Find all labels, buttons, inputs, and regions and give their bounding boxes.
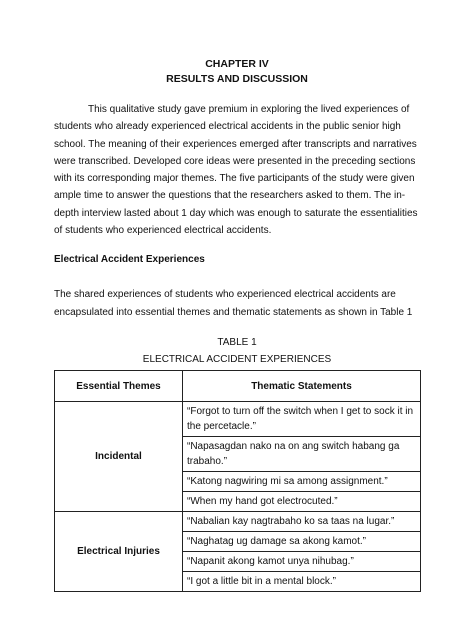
theme-cell: Incidental: [55, 402, 183, 512]
statement-cell: “Naghatag ug damage sa akong kamot.”: [183, 532, 421, 552]
statement-cell: “I got a little bit in a mental block.”: [183, 572, 421, 592]
intro-paragraph: [54, 101, 420, 239]
shared-paragraph: The shared experiences of students who experienced electrical accidents are encapsulated into essential themes and thematic statements as shown in Table 1: [54, 289, 413, 318]
statement-cell: “Napanit akong kamot unya nihubag.”: [183, 552, 421, 572]
chapter-heading: CHAPTER IV: [205, 58, 269, 70]
statement-cell: “Nabalian kay nagtrabaho ko sa taas na lugar.”: [183, 512, 421, 532]
statement-cell: “Forgot to turn off the switch when I get to sock it in the percetacle.”: [183, 402, 421, 437]
statement-cell: “Napasagdan nako na on ang switch habang ga trabaho.”: [183, 437, 421, 472]
table-row: [55, 512, 421, 532]
themes-table: [54, 370, 421, 592]
table-label: TABLE 1: [217, 337, 257, 348]
table-title: ELECTRICAL ACCIDENT EXPERIENCES: [142, 354, 332, 365]
header-thematic-statements: Thematic Statements: [183, 371, 421, 402]
intro-paragraph-text: This qualitative study gave premium in exploring the lived experiences of students who already experienced electrical accidents in the public senior high school. The meaning of their experiences emerged after transcripts and narratives were transcribed. Developed core ideas were presented in the preceding sections with its corresponding major themes. The five participants of the study were given ample time to answer the questions that the researchers asked to them. The in-depth interview lasted about 1 day which was enough to saturate the essentialities of students who experienced electrical accidents.: [54, 104, 418, 237]
header-essential-themes: Essential Themes: [55, 371, 183, 402]
section-heading: Electrical Accident Experiences: [54, 254, 205, 265]
statement-cell: “Katong nagwiring mi sa among assignment.”: [183, 472, 421, 492]
table-row: [55, 402, 421, 437]
theme-cell: Electrical Injuries: [55, 512, 183, 592]
chapter-title: RESULTS AND DISCUSSION: [166, 73, 308, 85]
table-header-row: [55, 371, 421, 402]
statement-cell: “When my hand got electrocuted.”: [183, 492, 421, 512]
